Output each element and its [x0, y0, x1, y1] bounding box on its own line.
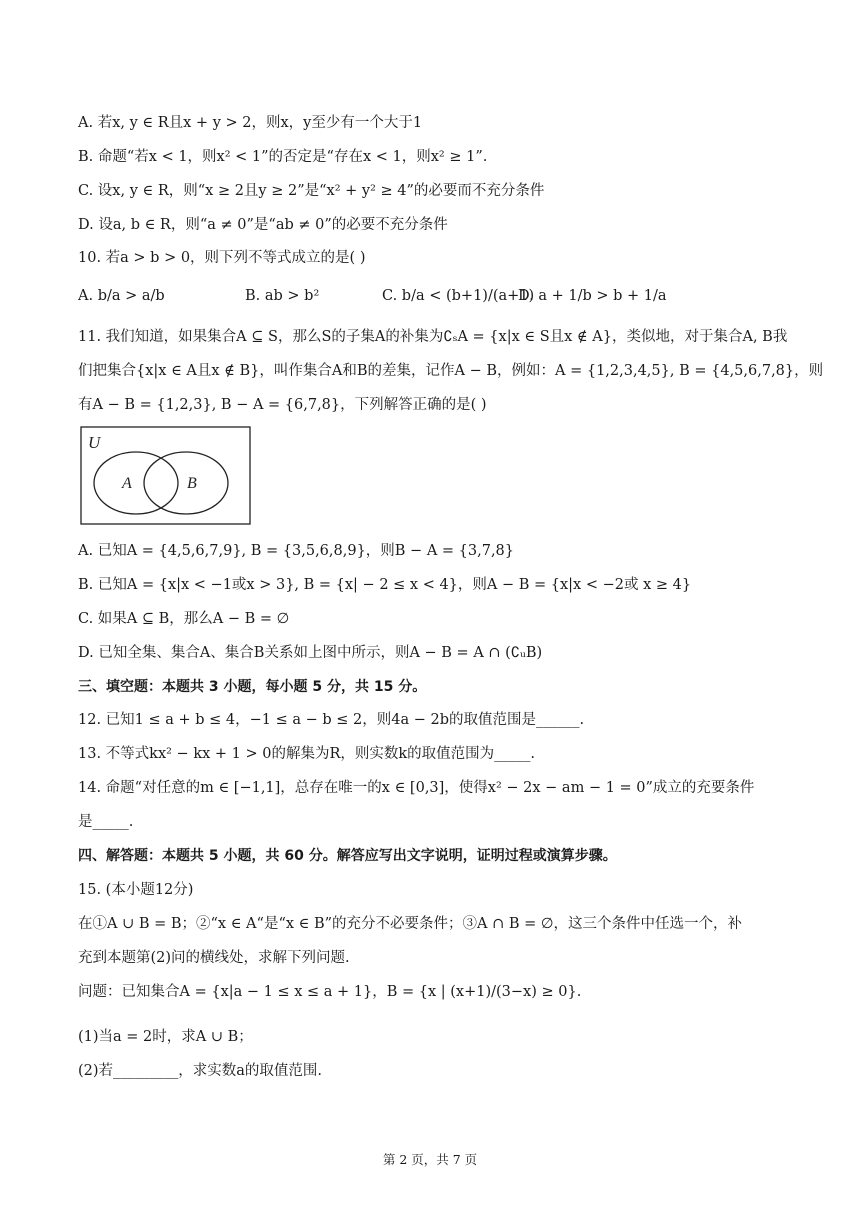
section-4-heading: 四、解答题：本题共 5 小题，共 60 分。解答应写出文字说明，证明过程或演算步骤。: [78, 848, 617, 864]
q10-option-b: B. ab > b²: [245, 288, 320, 304]
universe-label: U: [88, 433, 101, 452]
q11-stem-1: 11. 我们知道，如果集合A ⊆ S，那么S的子集A的补集为∁ₛA = {x|x ∈ S且x ∉ A}，类似地，对于集合A, B我: [78, 329, 788, 345]
q9-option-b: B. 命题“若x < 1，则x² < 1”的否定是“存在x < 1，则x² ≥ 1”.: [78, 149, 488, 165]
page-footer: 第 2 页，共 7 页: [382, 1152, 478, 1167]
q10-option-d: D. a + 1/b > b + 1/a: [518, 288, 667, 304]
q10-option-c: C. b/a < (b+1)/(a+1): [382, 288, 535, 304]
set-a-label: A: [122, 475, 132, 492]
q11-option-d: D. 已知全集、集合A、集合B关系如上图中所示，则A − B = A ∩ (∁ᵤB): [78, 645, 543, 661]
q15-line-1: 在①A ∪ B = B；②“x ∈ A“是“x ∈ B”的充分不必要条件；③A ∩ B = ∅，这三个条件中任选一个，补: [78, 916, 743, 932]
q9-option-d: D. 设a, b ∈ R，则“a ≠ 0”是“ab ≠ 0”的必要不充分条件: [78, 217, 448, 233]
set-a-circle: [94, 452, 178, 514]
q10-option-a: A. b/a > a/b: [78, 288, 165, 304]
q13: 13. 不等式kx² − kx + 1 > 0的解集为R，则实数k的取值范围为_____.: [78, 746, 536, 762]
q14-line-2: 是_____.: [78, 814, 134, 830]
set-b-label: B: [187, 475, 197, 492]
q15-line-2: 充到本题第(2)问的横线处，求解下列问题.: [78, 950, 350, 966]
q11-stem-3: 有A − B = {1,2,3}, B − A = {6,7,8}，下列解答正确的是( ): [78, 397, 487, 413]
q15-part-2: (2)若_________，求实数a的取值范围.: [78, 1063, 323, 1079]
q11-option-b: B. 已知A = {x|x < −1或x > 3}, B = {x| − 2 ≤ x < 4}，则A − B = {x|x < −2或 x ≥ 4}: [78, 577, 692, 593]
q15-problem: 问题：已知集合A = {x|a − 1 ≤ x ≤ a + 1}，B = {x | (x+1)/(3−x) ≥ 0}.: [78, 984, 582, 1000]
q11-stem-2: 们把集合{x|x ∈ A且x ∉ B}，叫作集合A和B的差集，记作A − B，例如：A = {1,2,3,4,5}, B = {4,5,6,7,8}，则: [78, 363, 824, 379]
q15-header: 15. (本小题12分): [78, 882, 194, 898]
q11-option-c: C. 如果A ⊆ B，那么A − B = ∅: [78, 611, 290, 627]
q9-option-c: C. 设x, y ∈ R，则“x ≥ 2且y ≥ 2”是“x² + y² ≥ 4”的必要而不充分条件: [78, 183, 545, 199]
q11-option-a: A. 已知A = {4,5,6,7,9}, B = {3,5,6,8,9}，则B − A = {3,7,8}: [78, 543, 515, 559]
q14-line-1: 14. 命题“对任意的m ∈ [−1,1]，总存在唯一的x ∈ [0,3]，使得x² − 2x − am − 1 = 0”成立的充要条件: [78, 780, 755, 796]
q15-part-1: (1)当a = 2时，求A ∪ B；: [78, 1029, 253, 1045]
q10-stem: 10. 若a > b > 0，则下列不等式成立的是( ): [78, 250, 366, 266]
set-b-circle: [144, 452, 228, 514]
q12: 12. 已知1 ≤ a + b ≤ 4，−1 ≤ a − b ≤ 2，则4a − 2b的取值范围是______.: [78, 712, 585, 728]
section-3-heading: 三、填空题：本题共 3 小题，每小题 5 分，共 15 分。: [78, 679, 427, 695]
venn-diagram: [80, 426, 252, 526]
q9-option-a: A. 若x, y ∈ R且x + y > 2，则x，y至少有一个大于1: [78, 115, 423, 131]
